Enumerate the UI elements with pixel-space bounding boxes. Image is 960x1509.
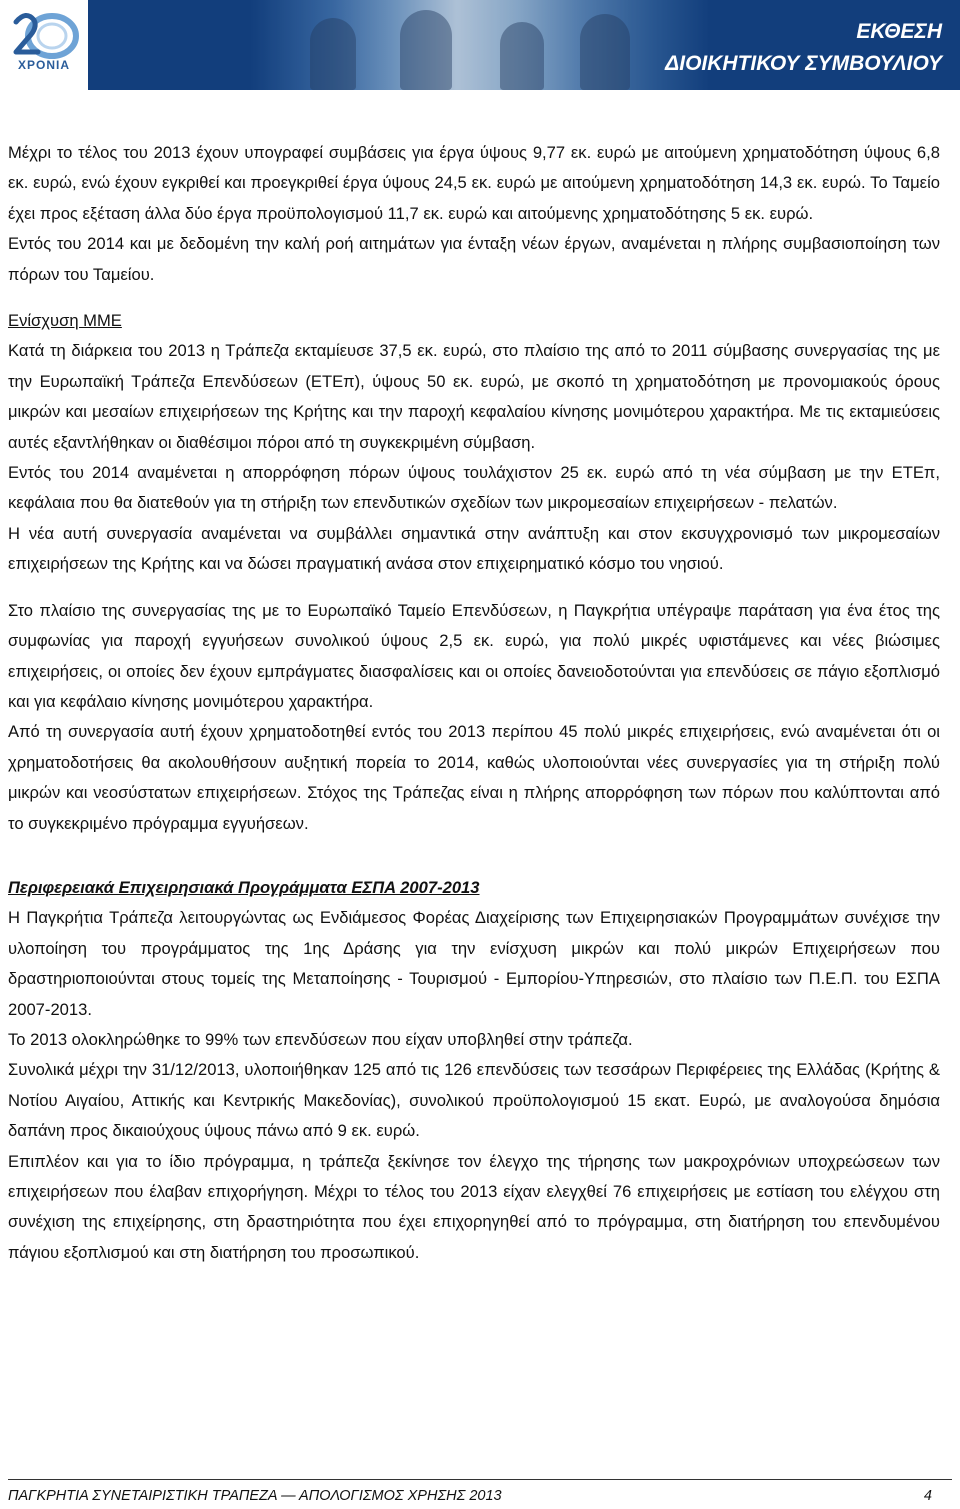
paragraph: Μέχρι το τέλος του 2013 έχουν υπογραφεί συμβάσεις για έργα ύψους 9,77 εκ. ευρώ με αιτούμενη χρηματοδότηση ύψους 6,8 εκ. ευρώ, ενώ έχουν εγκριθεί και προεγκριθεί έργα ύψους 24,5 εκ. ευρώ με αιτούμενη χρηματοδότηση 14,3 εκ. ευρώ. Το Ταμείο έχει προς εξέταση άλλα δύο έργα προϋπολογισμού 11,7 εκ. ευρώ και αιτούμενης χρηματοδότησης 5 εκ. ευρώ. [8, 143, 940, 223]
paragraph: Εντός του 2014 και με δεδομένη την καλή ροή αιτημάτων για ένταξη νέων έργων, αναμένεται η πλήρης συμβασιοποίηση των πόρων του Ταμείου. [8, 234, 940, 284]
report-title-line1: ΕΚΘΕΣΗ [856, 20, 942, 43]
report-body [8, 138, 940, 1268]
footer-text: ΠΑΓΚΡΗΤΙΑ ΣΥΝΕΤΑΙΡΙΣΤΙΚΗ ΤΡΑΠΕΖΑ — ΑΠΟΛΟΓΙΣΜΟΣ ΧΡΗΣΗΣ 2013 [8, 1488, 502, 1504]
paragraph: Το 2013 ολοκληρώθηκε το 99% των επενδύσεων που είχαν υποβληθεί στην τράπεζα. [8, 1029, 633, 1049]
paragraph: Επιπλέον και για το ίδιο πρόγραμμα, η τράπεζα ξεκίνησε τον έλεγχο της τήρησης των μακροχρόνιων υποχρεώσεων των επιχειρήσεων που έλαβαν επιχορήγηση. Μέχρι το τέλος του 2013 είχαν ελεγχθεί 76 επιχειρήσεις με εστίαση του ελέγχου στη συνέχιση της επιχείρησης, στη δραστηριότητα που έχει επιχορηγηθεί από το πρόγραμμα, στη διατήρηση του επενδυμένου πάγιου εξοπλισμού και στη διατήρηση του προσωπικού. [8, 1151, 940, 1262]
paragraph: Συνολικά μέχρι την 31/12/2013, υλοποιήθηκαν 125 από τις 126 επενδύσεις των τεσσάρων Περιφέρειες της Ελλάδας (Κρήτης & Νοτίου Αιγαίου, Αττικής και Κεντρικής Μακεδονίας), συνολικού προϋπολογισμού 15 εκατ. Ευρώ, με αναλογούσα δημόσια δαπάνη προς δικαιούχους ύψους πάνω από 9 εκ. ευρώ. [8, 1060, 940, 1141]
page-header [0, 0, 960, 90]
footer-divider [8, 1479, 952, 1480]
report-title [665, 16, 942, 80]
page-number: 4 [923, 1488, 932, 1504]
paragraph: Η Παγκρήτια Τράπεζα λειτουργώντας ως Ενδιάμεσος Φορέας Διαχείρισης των Επιχειρησιακών Προγραμμάτων συνέχισε την υλοποίηση του προγράμματος της 1ης Δράσης για την ενίσχυση μικρών και πολύ μικρών Επιχειρήσεων που δραστηριοποιούνται στους τομείς της Μεταποίησης - Τουρισμού - Εμπορίου-Υπηρεσιών, στο πλαίσιο των Π.Ε.Π. του ΕΣΠΑ 2007-2013. [8, 908, 940, 1019]
paragraph: Στο πλαίσιο της συνεργασίας της με το Ευρωπαϊκό Ταμείο Επενδύσεων, η Παγκρήτια υπέγραψε παράταση για ένα έτος της συμφωνίας για παροχή εγγυήσεων συνολικού ύψους 2,5 εκ. ευρώ, για πολύ μικρές υφιστάμενες και νέες βιώσιμες επιχειρήσεις, οι οποίες δεν έχουν εμπράγματες διασφαλίσεις και οι οποίες δανειοδοτούνται για επενδύσεις σε πάγιο εξοπλισμό και για κεφάλαιο κίνησης μονιμότερου χαρακτήρα. [8, 600, 940, 711]
report-title-line2: ΔΙΟΙΚΗΤΙΚΟΥ ΣΥΜΒΟΥΛΙΟΥ [665, 52, 942, 75]
subheading-sme-support: Ενίσχυση ΜΜΕ [8, 311, 122, 331]
anniversary-logo [0, 0, 88, 90]
logo-emblem-icon [6, 8, 82, 60]
paragraph: Από τη συνεργασία αυτή έχουν χρηματοδοτηθεί εντός του 2013 περίπου 45 πολύ μικρές επιχειρήσεις, ενώ αναμένεται ότι οι χρηματοδοτήσεις θα ακολουθήσουν αυξητική πορεία το 2014, καθώς υλοποιούνται νέες συνεργασίες για τη στήριξη πολύ μικρών και νεοσύστατων επιχειρήσεων. Στόχος της Τράπεζας είναι η πλήρης απορρόφηση των πόρων που καλύπτονται από το συγκεκριμένο πρόγραμμα εγγυήσεων. [8, 722, 940, 833]
paragraph: Εντός του 2014 αναμένεται η απορρόφηση πόρων ύψους τουλάχιστον 25 εκ. ευρώ από τη νέα σύμβαση με την ΕΤΕπ, κεφάλαια που θα διατεθούν για τη στήριξη των επενδυτικών σχεδίων των μικρομεσαίων επιχειρήσεων - πελατών. [8, 463, 940, 513]
header-photo-banner [250, 0, 710, 90]
section-title-espa: Περιφερειακά Επιχειρησιακά Προγράμματα ΕΣΠΑ 2007-2013 [8, 877, 480, 897]
paragraph: Η νέα αυτή συνεργασία αναμένεται να συμβάλλει σημαντικά στην ανάπτυξη και στον εκσυγχρονισμό των μικρομεσαίων επιχειρήσεων της Κρήτης και να δώσει πραγματική ανάσα στον επιχειρηματικό κόσμο του νησιού. [8, 523, 940, 574]
logo-text: ΧΡΟΝΙΑ [17, 58, 70, 72]
paragraph: Κατά τη διάρκεια του 2013 η Τράπεζα εκταμίευσε 37,5 εκ. ευρώ, στο πλαίσιο της από το 2011 σύμβασης συνεργασίας της με την Ευρωπαϊκή Τράπεζα Επενδύσεων (ΕΤΕπ), ύψους 50 εκ. ευρώ, με σκοπό τη χρηματοδότηση με προνομιακούς όρους μικρών και μεσαίων επιχειρήσεων της Κρήτης και την παροχή κεφαλαίου κίνησης μονιμότερου χαρακτήρα. Με τις εκταμιεύσεις αυτές εξαντλήθηκαν οι διαθέσιμοι πόροι από τη συγκεκριμένη σύμβαση. [8, 341, 940, 452]
